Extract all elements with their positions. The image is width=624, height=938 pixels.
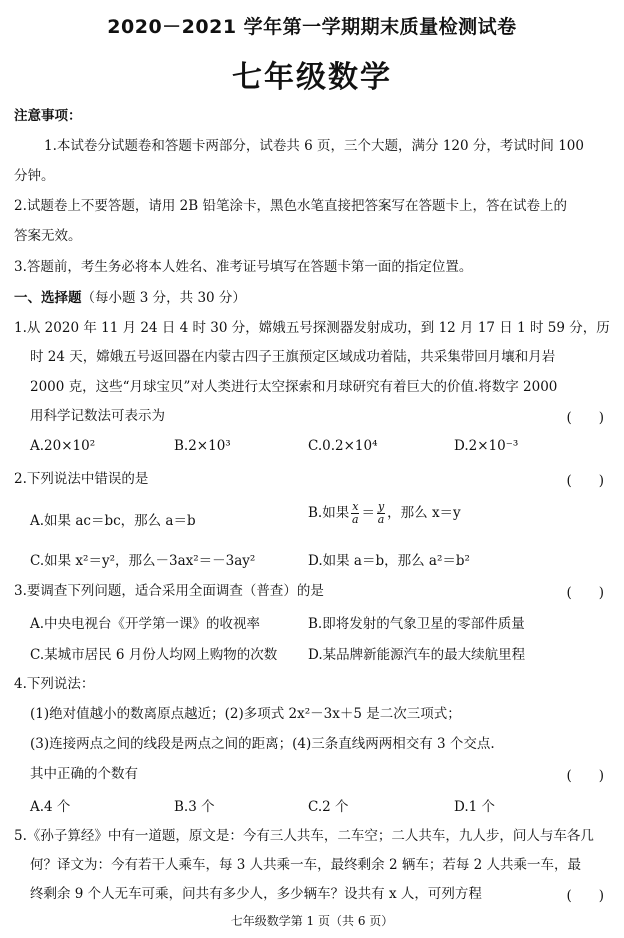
q5-line-2: 何？译文为：今有若干人乘车，每 3 人共乘一车，最终剩余 2 辆车；若每 2 人共乘一车，最	[30, 857, 582, 873]
fraction-y-over-a: $\frac{y}{a}$	[377, 500, 385, 526]
q4-answer-blank[interactable]: ( )	[566, 768, 604, 784]
q2-option-b-suffix: ，那么 x＝y	[387, 505, 461, 521]
q1-option-a[interactable]: A.20×10²	[30, 438, 96, 454]
exam-title: 2020－2021 学年第一学期期末质量检测试卷	[107, 16, 517, 38]
q1-option-b[interactable]: B.2×10³	[174, 438, 231, 454]
q2-option-a[interactable]: A.如果 ac＝bc，那么 a＝b	[30, 513, 196, 529]
q1-option-d[interactable]: D.2×10⁻³	[454, 438, 519, 454]
page-footer: 七年级数学第 1 页（共 6 页）	[230, 914, 394, 928]
q4-stem: 4.下列说法：	[14, 676, 95, 692]
note-1-line-1: 1.本试卷分试题卷和答题卡两部分，试卷共 6 页，三个大题，满分 120 分，考试时间 100	[44, 138, 584, 154]
note-2-line-1: 2.试题卷上不要答题，请用 2B 铅笔涂卡，黑色水笔直接把答案写在答题卡上，答在试卷上的	[14, 198, 567, 214]
q1-answer-blank[interactable]: ( )	[566, 410, 604, 426]
q1-line-2: 时 24 天，嫦娥五号返回器在内蒙古四子王旗预定区域成功着陆，共采集带回月壤和月岩	[30, 349, 556, 365]
q4-option-b[interactable]: B.3 个	[174, 799, 215, 815]
exam-subject: 七年级数学	[232, 60, 392, 95]
q1-line-3: 2000 克，这些“月球宝贝”对人类进行太空探索和月球研究有着巨大的价值.将数字 2000	[30, 379, 558, 395]
section-1-heading: 一、选择题	[14, 290, 82, 306]
notes-heading: 注意事项：	[14, 108, 82, 124]
note-2-line-2: 答案无效。	[14, 228, 82, 244]
q2-answer-blank[interactable]: ( )	[566, 473, 604, 489]
q5-line-3: 终剩余 9 个人无车可乘，问共有多少人，多少辆车？设共有 x 人，可列方程	[30, 886, 482, 902]
q4-option-d[interactable]: D.1 个	[454, 799, 496, 815]
q2-option-c[interactable]: C.如果 x²＝y²，那么－3ax²＝－3ay²	[30, 553, 256, 569]
q3-option-d[interactable]: D.某品牌新能源汽车的最大续航里程	[308, 647, 526, 663]
q4-statement-1-2: (1)绝对值越小的数离原点越近；(2)多项式 2x²－3x＋5 是二次三项式；	[30, 706, 461, 722]
q3-answer-blank[interactable]: ( )	[566, 585, 604, 601]
q2-stem: 2.下列说法中错误的是	[14, 471, 149, 487]
q3-stem: 3.要调查下列问题，适合采用全面调查（普查）的是	[14, 583, 324, 599]
q5-answer-blank[interactable]: ( )	[566, 888, 604, 904]
q2-option-b-prefix: B.如果	[308, 505, 350, 521]
q4-option-c[interactable]: C.2 个	[308, 799, 349, 815]
fraction-x-over-a: $\frac{x}{a}$	[352, 500, 359, 526]
q2-option-d[interactable]: D.如果 a＝b，那么 a²＝b²	[308, 553, 470, 569]
note-1-line-2: 分钟。	[14, 168, 55, 184]
q2-option-b[interactable]: B.如果 $\frac{x}{a}$ ＝ $\frac{y}{a}$ ，那么 x＝y	[308, 500, 461, 526]
q5-line-1: 5.《孙子算经》中有一道题，原文是：今有三人共车，二车空；二人共车，九人步，问人与车各几	[14, 828, 594, 844]
q1-option-c[interactable]: C.0.2×10⁴	[308, 438, 378, 454]
q4-statement-3-4: (3)连接两点之间的线段是两点之间的距离；(4)三条直线两两相交有 3 个交点.	[30, 736, 495, 752]
q1-line-4: 用科学记数法可表示为	[30, 408, 165, 424]
q3-option-b[interactable]: B.即将发射的气象卫星的零部件质量	[308, 616, 525, 632]
note-3: 3.答题前，考生务必将本人姓名、准考证号填写在答题卡第一面的指定位置。	[14, 259, 473, 275]
q3-option-c[interactable]: C.某城市居民 6 月份人均网上购物的次数	[30, 647, 278, 663]
q3-option-a[interactable]: A.中央电视台《开学第一课》的收视率	[30, 616, 261, 632]
section-1-title	[14, 288, 246, 308]
q1-line-1: 1.从 2020 年 11 月 24 日 4 时 30 分，嫦娥五号探测器发射成功，到 12 月 17 日 1 时 59 分，历	[14, 320, 610, 336]
section-1-note: （每小题 3 分，共 30 分）	[81, 290, 246, 306]
q4-option-a[interactable]: A.4 个	[30, 799, 71, 815]
q4-question: 其中正确的个数有	[30, 766, 138, 782]
